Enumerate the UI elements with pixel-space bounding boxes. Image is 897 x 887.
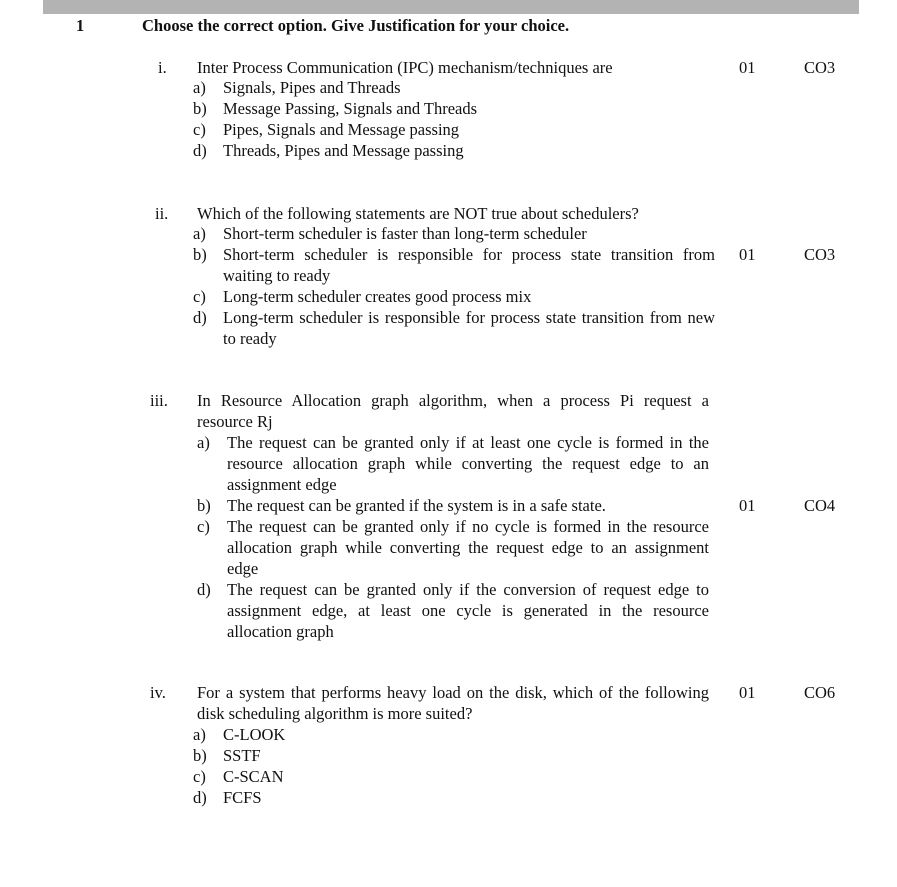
option-text: Threads, Pipes and Message passing <box>223 141 464 160</box>
question-roman: iii. <box>150 391 168 410</box>
question-number: 1 <box>76 16 85 35</box>
option-b <box>193 745 715 766</box>
option-label: b) <box>193 99 207 118</box>
option-label: c) <box>197 517 210 536</box>
question-stem: In Resource Allocation graph algorithm, when a process Pi request a resource Rj <box>197 391 709 431</box>
option-d <box>197 579 709 642</box>
option-a <box>193 724 715 745</box>
option-c <box>193 286 715 307</box>
option-text: C-SCAN <box>223 767 284 786</box>
option-text: FCFS <box>223 788 262 807</box>
course-outcome: CO6 <box>804 683 836 702</box>
option-label: a) <box>193 224 206 243</box>
option-text: Short-term scheduler is faster than long-term scheduler <box>223 224 587 243</box>
course-outcome: CO4 <box>804 496 836 515</box>
options-list <box>197 432 709 642</box>
option-label: d) <box>193 308 207 327</box>
option-text: The request can be granted only if no cycle is formed in the resource allocation graph while converting the request edge to an assignment edge <box>227 517 709 578</box>
question-stem: Inter Process Communication (IPC) mechanism/techniques are <box>197 58 613 77</box>
option-text: Long-term scheduler is responsible for process state transition from new to ready <box>223 308 715 348</box>
option-label: c) <box>193 767 206 786</box>
options-list <box>193 724 715 808</box>
course-outcome: CO3 <box>804 245 836 264</box>
marks-value: 01 <box>739 58 756 77</box>
option-text: Signals, Pipes and Threads <box>223 78 401 97</box>
question-roman: ii. <box>155 204 169 223</box>
option-c <box>197 516 709 579</box>
option-text: Message Passing, Signals and Threads <box>223 99 478 118</box>
option-label: a) <box>193 725 206 744</box>
option-text: Long-term scheduler creates good process mix <box>223 287 532 306</box>
option-b <box>197 495 709 516</box>
option-c <box>193 766 715 787</box>
option-a <box>193 223 715 244</box>
option-c <box>193 119 715 140</box>
option-label: a) <box>193 78 206 97</box>
option-text: Short-term scheduler is responsible for process state transition from waiting to ready <box>223 245 715 285</box>
marks-value: 01 <box>739 245 756 264</box>
option-b <box>193 244 715 286</box>
option-d <box>193 787 715 808</box>
option-label: d) <box>197 580 211 599</box>
marks-value: 01 <box>739 683 756 702</box>
course-outcome: CO3 <box>804 58 836 77</box>
options-list <box>193 223 715 349</box>
option-text: The request can be granted only if at least one cycle is formed in the resource allocation graph while converting the request edge to an assignment edge <box>227 433 709 494</box>
option-d <box>193 140 715 161</box>
option-text: The request can be granted only if the conversion of request edge to assignment edge, at least one cycle is generated in the resource allocation graph <box>227 580 709 641</box>
option-a <box>193 77 715 98</box>
question-stem: Which of the following statements are NOT true about schedulers? <box>197 204 639 223</box>
option-label: b) <box>193 245 207 264</box>
table-header-bar <box>43 0 859 14</box>
marks-value: 01 <box>739 496 756 515</box>
option-label: b) <box>197 496 211 515</box>
option-a <box>197 432 709 495</box>
option-d <box>193 307 715 349</box>
option-label: b) <box>193 746 207 765</box>
question-roman: iv. <box>150 683 166 702</box>
question-stem: For a system that performs heavy load on the disk, which of the following disk scheduling algorithm is more suited? <box>197 683 709 723</box>
option-label: c) <box>193 287 206 306</box>
option-text: C-LOOK <box>223 725 286 744</box>
option-text: Pipes, Signals and Message passing <box>223 120 460 139</box>
option-label: a) <box>197 433 210 452</box>
option-label: d) <box>193 788 207 807</box>
option-label: c) <box>193 120 206 139</box>
option-label: d) <box>193 141 207 160</box>
option-b <box>193 98 715 119</box>
option-text: The request can be granted if the system is in a safe state. <box>227 496 606 515</box>
options-list <box>193 77 715 161</box>
question-instruction: Choose the correct option. Give Justification for your choice. <box>142 16 570 35</box>
option-text: SSTF <box>223 746 261 765</box>
question-roman: i. <box>158 58 167 77</box>
